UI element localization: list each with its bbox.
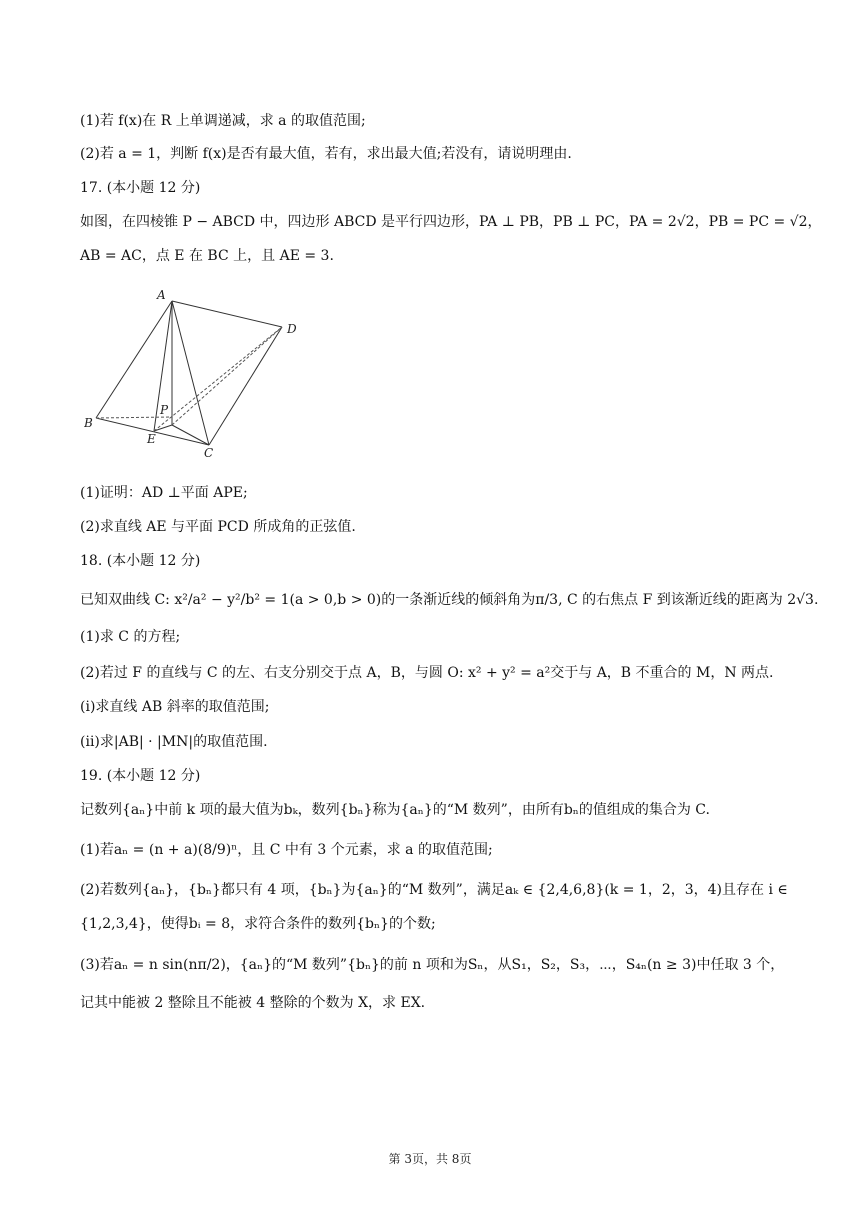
q17-heading: 17. (本小题 12 分) — [80, 180, 201, 196]
q17-part2: (2)求直线 AE 与平面 PCD 所成角的正弦值. — [80, 519, 356, 535]
q17-stem-line2: AB = AC，点 E 在 BC 上，且 AE = 3. — [80, 248, 334, 264]
q19-part3-line1: (3)若aₙ = n sin(nπ/2)，{aₙ}的“M 数列”{bₙ}的前 n 项和为Sₙ，从S₁，S₂，S₃，⋯，S₄ₙ(n ≥ 3)中任取 3 个， — [80, 957, 785, 973]
q17-stem-line1: 如图，在四棱锥 P − ABCD 中，四边形 ABCD 是平行四边形，PA ⊥ PB，PB ⊥ PC，PA = 2√2，PB = PC = √2， — [80, 214, 822, 230]
q19-stem: 记数列{aₙ}中前 k 项的最大值为bₖ，数列{bₙ}称为{aₙ}的“M 数列”，由所有bₙ的值组成的集合为 C. — [80, 802, 710, 818]
q19-part2-line2: {1,2,3,4}，使得bᵢ = 8，求符合条件的数列{bₙ}的个数; — [80, 916, 436, 932]
q18-part1: (1)求 C 的方程; — [80, 629, 181, 645]
pyramid-figure — [84, 285, 314, 465]
vertex-label-e: E — [147, 432, 156, 446]
q19-part3-line2: 记其中能被 2 整除且不能被 4 整除的个数为 X，求 EX. — [80, 995, 426, 1011]
vertex-label-d: D — [287, 322, 297, 336]
q18-heading: 18. (本小题 12 分) — [80, 553, 201, 569]
page-footer: 第 3页，共 8页 — [388, 1152, 472, 1166]
q18-part2: (2)若过 F 的直线与 C 的左、右支分别交于点 A，B，与圆 O: x² + y² = a²交于与 A，B 不重合的 M，N 两点. — [80, 665, 774, 681]
vertex-label-p: P — [160, 403, 169, 417]
q19-part2-line1: (2)若数列{aₙ}，{bₙ}都只有 4 项，{bₙ}为{aₙ}的“M 数列”，满足aₖ ∈ {2,4,6,8}(k = 1，2，3，4)且存在 i ∈ — [80, 882, 788, 898]
q18-part2-ii: (ⅱ)求|AB| · |MN|的取值范围. — [80, 734, 268, 750]
q16-part2: (2)若 a = 1，判断 f(x)是否有最大值，若有，求出最大值;若没有，请说明理由. — [80, 146, 572, 162]
q18-part2-i: (ⅰ)求直线 AB 斜率的取值范围; — [80, 699, 270, 715]
q19-part1: (1)若aₙ = (n + a)(8/9)ⁿ，且 C 中有 3 个元素，求 a 的取值范围; — [80, 842, 493, 858]
q19-heading: 19. (本小题 12 分) — [80, 768, 201, 784]
q17-part1: (1)证明：AD ⊥平面 APE; — [80, 485, 248, 501]
vertex-label-b: B — [84, 416, 93, 430]
vertex-label-a: A — [157, 288, 166, 302]
vertex-label-c: C — [204, 446, 214, 460]
q18-stem: 已知双曲线 C: x²/a² − y²/b² = 1(a > 0,b > 0)的一条渐近线的倾斜角为π/3, C 的右焦点 F 到该渐近线的距离为 2√3. — [80, 592, 819, 608]
q16-part1: (1)若 f(x)在 R 上单调递减，求 a 的取值范围; — [80, 113, 366, 129]
